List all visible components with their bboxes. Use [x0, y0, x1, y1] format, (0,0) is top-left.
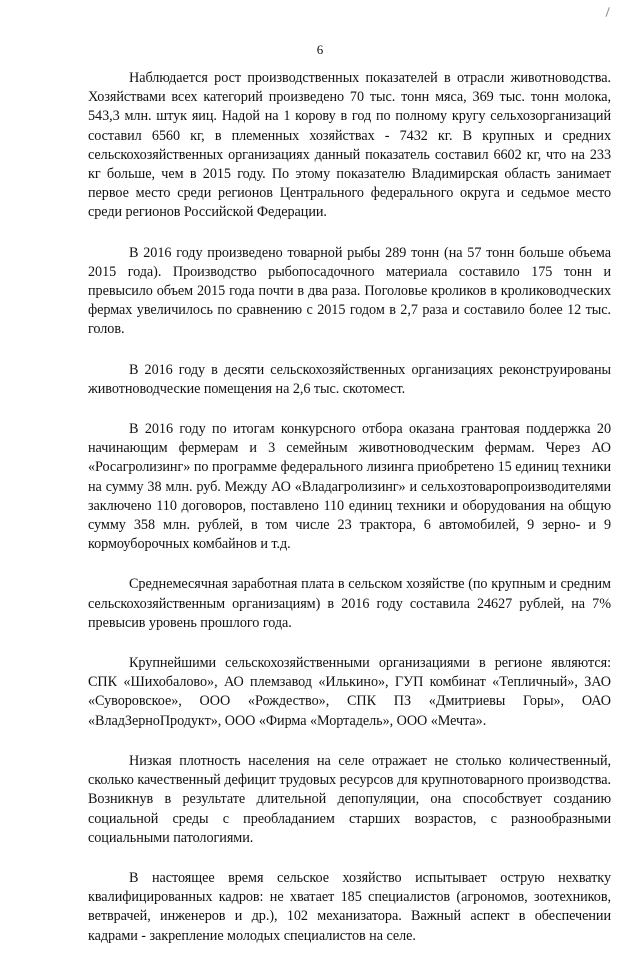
paragraph-largest-organizations: Крупнейшими сельскохозяйственными организациями в регионе являются: СПК «Шихобалово», АО племзавод «Илькино», ГУП комбинат «Тепличный», ЗАО «Суворовское», ООО «Рождество», СПК ПЗ «Дмитриевы Горы», ОАО «ВладЗерноПродукт», ООО «Фирма «Мортадель», ООО «Мечта».	[88, 655, 611, 729]
page-number: 6	[316, 42, 324, 57]
paragraph-staff-shortage: В настоящее время сельское хозяйство испытывает острую нехватку квалифицированных кадров: не хватает 185 специалистов (агрономов, зоотехников, ветврачей, инженеров и др.), 102 механизатора. Важный аспект в обеспечении кадрами - закрепление молодых специалистов на селе.	[88, 869, 611, 944]
paragraph-livestock: Наблюдается рост производственных показателей в отрасли животноводства. Хозяйствами всех категорий произведено 70 тыс. тонн мяса, 369 тыс. тонн молока, 543,3 млн. штук яиц. Надой на 1 корову в год по полному кругу сельхозорганизаций составил 6560 кг, в племенных хозяйствах - 7432 кг. В крупных и средних сельскохозяйственных организациях данный показатель составил 6602 кг, что на 233 кг больше, чем в 2015 году. По этому показателю Владимирская область занимает первое место среди регионов Центрального федерального округа и седьмое место среди регионов Российской Федерации.	[88, 70, 611, 221]
document-body	[88, 69, 611, 967]
paragraph-fish-rabbits: В 2016 году произведено товарной рыбы 289 тонн (на 57 тонн больше объема 2015 года). Производство рыбопосадочного материала составило 175 тонн и превысило объем 2015 года почти в два раза. Поголовье кроликов в кролиководческих фермах увеличилось по сравнению с 2015 годом в 2,7 раза и составило более 12 тыс. голов.	[88, 244, 611, 338]
paragraph-salary: Среднемесячная заработная плата в сельском хозяйстве (по крупным и средним сельскохозяйственным организациям) в 2016 году составила 24627 рублей, на 7% превысив уровень прошлого года.	[88, 576, 611, 631]
scan-corner-mark	[606, 7, 616, 19]
paragraph-reconstruction: В 2016 году в десяти сельскохозяйственных организациях реконструированы животноводческие помещения на 2,6 тыс. скотомест.	[88, 361, 611, 397]
paragraph-grants-leasing: В 2016 году по итогам конкурсного отбора оказана грантовая поддержка 20 начинающим фермерам и 3 семейным животноводческим фермам. Через АО «Росагролизинг» по программе федерального лизинга приобретено 15 единиц техники на сумму 38 млн. руб. Между АО «Владагролизинг» и сельхозтоваропроизводителями заключено 110 договоров, поставлено 110 единиц техники и оборудования на общую сумму 358 млн. рублей, в том числе 23 трактора, 6 автомобилей, 9 зерно- и 9 кормоуборочных комбайнов и т.д.	[88, 421, 611, 553]
paragraph-population-density: Низкая плотность населения на селе отражает не столько количественный, сколько качественный дефицит трудовых ресурсов для крупнотоварного производства. Возникнув в результате длительной депопуляции, она способствует созданию социальной среды с преобладанием старших возрастов, с разнообразными социальными патологиями.	[88, 752, 611, 846]
